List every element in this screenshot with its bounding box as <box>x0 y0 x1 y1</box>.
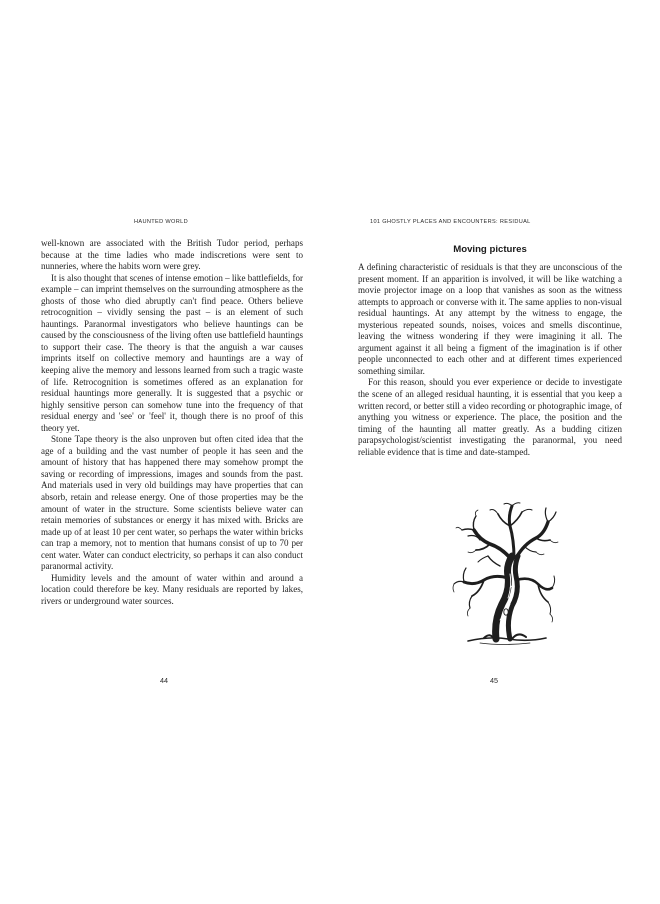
right-paragraph-2: For this reason, should you ever experience or decide to investigate the scene of an alleged residual haunting, it is essential that you keep a written record, or better still a video recording or photographic image, of anything you witness or experience. The place, the position and the timing of the haunting all matter greatly. As a budding citizen parapsychologist/scientist investigating the paranormal, you need reliable evidence that is time and date-stamped. <box>358 377 622 457</box>
right-paragraph-1: A defining characteristic of residuals is that they are unconscious of the present moment. If an apparition is involved, it will be like watching a movie projector image on a loop that vanishes as soon as the witness attempts to approach or converse with it. The same applies to non-visual residual hauntings. At any attempt by the witness to engage, the mysterious repeated sounds, noises, voices and smells discontinue, leaving the witness wondering if they were imagining it all. The argument against it all being a figment of the imagination is if other people unconnected to each other and at different times experienced something similar. <box>358 262 622 376</box>
left-running-head: HAUNTED WORLD <box>134 219 188 225</box>
right-page-number: 45 <box>490 676 498 685</box>
left-paragraph-1: well-known are associated with the British Tudor period, perhaps because at the time ladies who made indiscretions were sent to nunneries, where the habits worn were grey. <box>41 238 303 272</box>
section-heading: Moving pictures <box>453 244 527 255</box>
left-paragraph-2: It is also thought that scenes of intense emotion – like battlefields, for example – can imprint themselves on the surrounding atmosphere as the ghosts of those who died abruptly can't find peace. Others believe retrocognition – vividly sensing the past – is an element of such hauntings. Paranormal investigators who believe hauntings can be caused by the consciousness of the living often use battlefield hauntings to support their case. The theory is that the anguish a war causes imprints itself on collective memory and hauntings are a way of keeping alive the memory and lessons learned from such a tragic waste of life. Retrocognition is sometimes offered as an explanation for residual hauntings more generally. It is suggested that a psychic or highly sensitive person can somehow tune into the frequency of that residual energy and 'see' or 'feel' it, though there is no proof of this theory yet. <box>41 272 304 433</box>
left-paragraph-4: Humidity levels and the amount of water within and around a location could therefore be key. Many residuals are reported by lakes, rivers or underground water sources. <box>41 572 303 606</box>
left-paragraph-3: Stone Tape theory is the also unproven but often cited idea that the age of a building and the vast number of people it has seen and the amount of history that has happened there may somehow prompt the saving or recording of impressions, images and sounds from the past. And materials used in very old buildings may have properties that can absorb, retain and release energy. One of those properties may be the amount of water in the structure. Some scientists believe water can retain memories of substances or energy it has mixed with. Bricks are made up of at least 10 per cent water, so perhaps the water within bricks can trap a memory, not to mention that humans consist of up to 70 per cent water. Water can conduct electricity, so perhaps it can also conduct paranormal activity. <box>41 434 303 572</box>
left-page-number: 44 <box>160 676 168 685</box>
left-body-text <box>41 238 303 608</box>
gnarled-tree-icon <box>450 500 560 648</box>
right-page <box>330 0 660 904</box>
right-body-text <box>358 262 622 458</box>
right-running-head: 101 GHOSTLY PLACES AND ENCOUNTERS: RESIDUAL <box>370 219 531 225</box>
